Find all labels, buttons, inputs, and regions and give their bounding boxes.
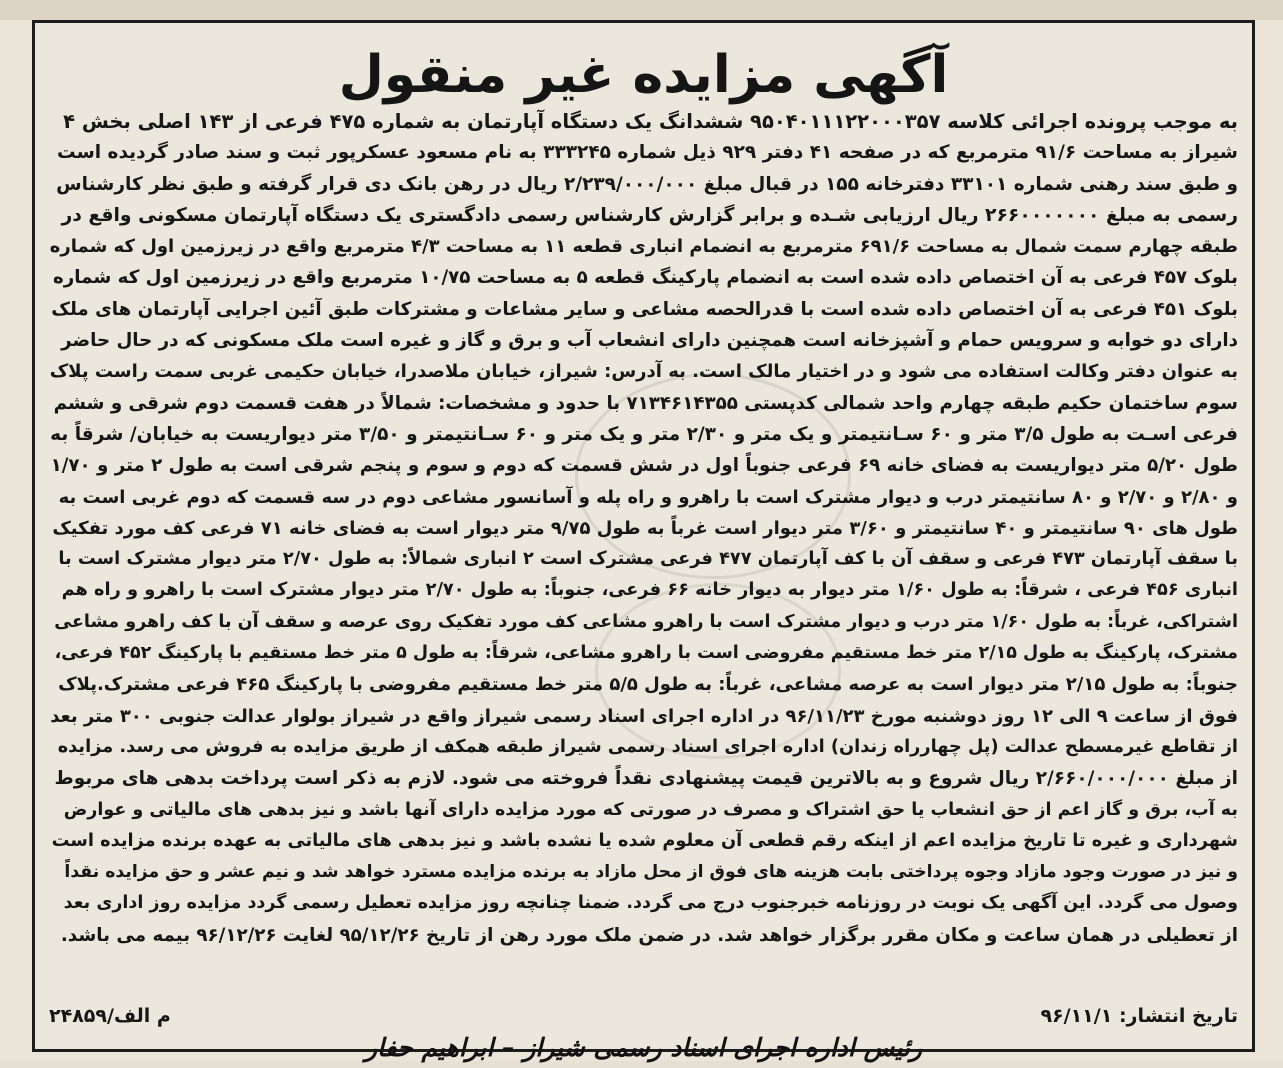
notice-line: مشترک، پارکینگ به طول ۲/۱۵ متر خط مستقیم مفروضی است با راهرو مشاعی، شرقاً: به طول ۵ متر خط مستقیم با پارکینگ ۴۵۲ فرعی، [54,643,1238,664]
notice-line: طول های ۹۰ سانتیمتر و ۴۰ سانتیمتر و ۳/۶۰ متر دیوار است غرباً به طول ۹/۷۵ متر دیوار است به فضای خانه ۷۱ فرعی کف مورد تفکیک [52,517,1238,539]
notice-line: دارای دو خوابه و سرویس حمام و آشپزخانه است همچنین دارای انشعاب آب و برق و گاز و غیره است ملک مسکونی که در حال حاضر [61,330,1238,352]
notice-line: جنوباً: به طول ۲/۱۵ متر دیوار است به عرصه مشاعی، غرباً: به طول ۵/۵ متر خط مستقیم مفروضی با پارکینگ ۴۶۵ فرعی مشترک.پلاک [58,674,1238,696]
notice-line: رسمی به مبلغ ۲۶۶۰۰۰۰۰۰۰ ریال ارزیابی شـده و برابر گزارش کارشناس رسمی دادگستری یک دستگاه آپارتمان مسکونی واقع در [61,204,1238,226]
notice-line: و ۲/۸۰ و ۲/۷۰ و ۸۰ سانتیمتر درب و دیوار مشترک است با راهرو و راه پله و آسانسور مشاعی دوم در سه قسمت که دوم غربی است به [58,486,1238,508]
notice-code: ۲۴۸۵۹/م الف [49,1005,171,1027]
notice-line: سوم ساختمان حکیم طبقه چهارم واحد شمالی کدپستی ۷۱۳۴۶۱۴۳۵۵ با حدود و مشخصات: شمالاً در هفت قسمت دوم شرقی و ششم [53,392,1238,414]
notice-line: با سقف آپارتمان ۴۷۳ فرعی و سقف آن با کف آپارتمان ۴۷۷ فرعی مشترک است ۲ انباری شمالاً: به طول ۲/۷۰ متر دیوار مشترک است با [58,549,1238,570]
auction-notice-frame [32,20,1255,1062]
notice-line: اشتراکی، غرباً: به طول ۱/۶۰ متر درب و دیوار مشترک است با راهرو مشاعی کف مورد تفکیک روی عرصه و سقف آن با کف راهرو مشاعی [54,611,1238,632]
notice-line: طبقه چهارم سمت شمال به مساحت ۶۹۱/۶ مترمربع به انضمام انباری قطعه ۱۱ به مساحت ۴/۳ مترمربع واقع در زیرزمین اول که شماره [49,236,1238,258]
notice-line: از مبلغ ۲/۶۶۰/۰۰۰/۰۰۰ ریال شروع و به بالاترین قیمت پیشنهادی نقداً فروخته می شود. لازم به ذکر است پرداخت بدهی های مربوط [54,768,1238,790]
notice-line: از تقاطع غیرمسطح عدالت (پل چهارراه زندان) اداره اجرای اسناد رسمی شیراز طبقه همکف از طریق مزایده به فروش می رسد. مزایده [57,736,1238,757]
notice-footer [49,1002,1238,1030]
notice-line: به عنوان دفتر وکالت استفاده می شود و در اختیار مالک است. به آدرس: شیراز، خیابان ملاصدرا، خیابان حکیمی غربی سمت راست پلاک [49,361,1238,383]
notice-line: شهرداری و غیره تا تاریخ مزایده اعم از اینکه رقم قطعی آن معلوم شده یا نشده باشد و نیز بدهی های مالیاتی به عهده برنده مزایده است [51,830,1238,851]
notice-line: شیراز به مساحت ۹۱/۶ مترمربع که در صفحه ۴۱ دفتر ۹۲۹ ذیل شماره ۳۳۳۲۴۵ به نام مسعود عسکرپور ثبت و سند صادر گردیده است [56,142,1238,164]
notice-line: و طبق سند رهنی شماره ۳۳۱۰۱ دفترخانه ۱۵۵ در قبال مبلغ ۲/۲۳۹/۰۰۰/۰۰۰ ریال در رهن بانک دی قرار گرفته و طبق نظر کارشناس [56,173,1238,195]
notice-line: و نیز در صورت وجود مازاد وجوه پرداختی بابت هزینه های فوق از محل مازاد به برنده مزایده مسترد خواهد شد و نیم عشر و حق مزایده نقداً [64,862,1238,883]
notice-line: طول ۵/۲۰ متر دیواریست به فضای خانه ۶۹ فرعی جنوباً اول در شش قسمت که دوم و سوم و پنجم شرقی است به طول ۲ متر و ۱/۷۰ [50,455,1238,477]
notice-line: انباری ۴۵۶ فرعی ، شرقاً: به طول ۱/۶۰ متر دیوار به دیوار خانه ۶۶ فرعی، جنوباً: به طول ۲/۷۰ متر دیوار مشترک است با راهرو و راه هم [61,580,1238,601]
notice-line: به موجب پرونده اجرائی کلاسه ۹۵۰۴۰۱۱۱۲۲۰۰۰۳۵۷ ششدانگ یک دستگاه آپارتمان به شماره ۴۷۵ فرعی از ۱۴۳ اصلی بخش ۴ [63,110,1238,133]
notice-line: از تعطیلی در همان ساعت و مکان مقرر برگزار خواهد شد. در ضمن ملک مورد رهن از تاریخ ۹۵/۱۲/۲۶ لغایت ۹۶/۱۲/۲۶ بیمه می باشد. [60,924,1238,946]
notice-line: به آب، برق و گاز اعم از حق انشعاب یا حق اشتراک و مصرف در صورتی که مورد مزایده دارای آنها باشد و نیز بدهی های مالیاتی و عوارض [63,799,1238,820]
notice-title: آگهی مزایده غیر منقول [338,45,949,105]
notice-line: بلوک ۴۵۷ فرعی به آن اختصاص داده شده است به انضمام پارکینگ قطعه ۵ به مساحت ۱۰/۷۵ مترمربع واقع در زیرزمین اول که شماره [52,267,1238,289]
notice-body [49,106,1238,951]
previous-ad-strip [0,0,1283,20]
signature-line: رئیس اداره اجرای اسناد رسمی شیراز – ابراهیم حفار [364,1033,923,1062]
notice-line: فرعی اسـت به طول ۳/۵ متر و ۶۰ سـانتیمتر و یک متر و ۲/۳۰ متر و یک متر و ۶۰ سـانتیمتر و ۳/۵۰ متر دیواریست به خیابان/ شرقاً به [50,423,1238,445]
notice-line: بلوک ۴۵۱ فرعی به آن اختصاص داده شده است با قدرالحصه مشاعی و سایر مشاعات و مشترکات طبق آئین اجرایی آپارتمان های ملک [51,298,1238,320]
notice-line: وصول می گردد. این آگهی یک نوبت در روزنامه خبرجنوب درج می گردد. ضمنا چنانچه روز مزایده تعطیل رسمی گردد مزایده روز اداری بعد [63,893,1238,914]
notice-line: فوق از ساعت ۹ الی ۱۲ روز دوشنبه مورخ ۹۶/۱۱/۲۳ در اداره اجرای اسناد رسمی شیراز واقع در شیراز بولوار عدالت جنوبی ۳۰۰ متر بعد [50,705,1238,727]
publication-date: تاریخ انتشار: ۹۶/۱۱/۱ [1040,1005,1238,1027]
